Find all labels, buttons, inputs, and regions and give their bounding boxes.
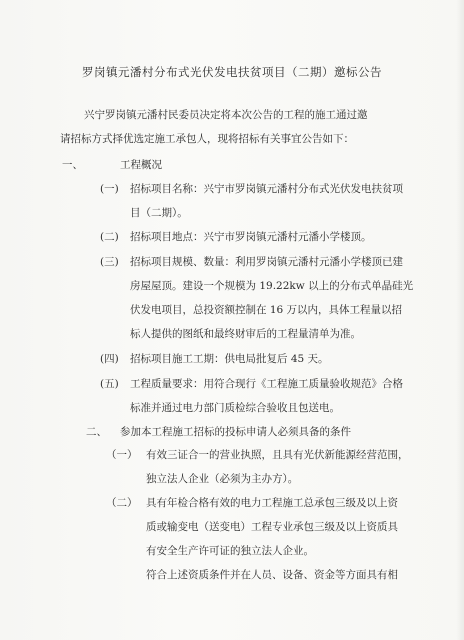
item-text-line: 招标项目名称：兴宁市罗岗镇元潘村分布式光伏发电扶贫项 (130, 183, 403, 195)
item-text-line: 目（二期）。 (130, 207, 188, 219)
closing-line: 符合上述资质条件并在人员、设备、资金等方面具有相 (146, 569, 398, 581)
document-title: 罗岗镇元潘村分布式光伏发电扶贫项目（二期）邀标公告 (82, 65, 382, 79)
item-text-line: 伏发电项目，总投资额控制在 16 万以内，具体工程量以招 (130, 304, 403, 316)
item-text-line: 有效三证合一的营业执照，且具有光伏新能源经营范围， (146, 449, 409, 461)
item-text-line: 工程质量要求：用符合现行《工程施工质量验收规范》合格 (130, 378, 403, 390)
item-text-line: 招标项目地点：兴宁市罗岗镇元潘村元潘小学楼顶。 (130, 231, 372, 243)
item-number: (三) (100, 256, 119, 268)
item-text-line: 具有年检合格有效的电力工程施工总承包三级及以上资 (146, 497, 398, 509)
item-text-line: 招标项目施工工期：供电局批复后 45 天。 (130, 353, 329, 365)
section-heading: 工程概况 (120, 159, 162, 171)
item-number: (二) (100, 231, 119, 243)
intro-line: 请招标方式择优选定施工承包人，现将招标有关事宜公告如下： (60, 133, 354, 145)
section-heading: 参加本工程施工招标的投标申请人必须具备的条件 (120, 426, 351, 438)
item-text-line: 房屋屋顶。建设一个规模为 19.22kw 以上的分布式单晶硅光 (130, 280, 414, 292)
item-text-line: 独立法人企业（必须为主办方）。 (146, 473, 299, 485)
item-number: （一） (106, 449, 138, 461)
section-number: 一、 (62, 159, 83, 171)
item-text-line: 有安全生产许可证的独立法人企业。 (146, 545, 314, 557)
item-text-line: 标人提供的图纸和最终财审后的工程量清单为准。 (130, 328, 361, 340)
intro-line: 兴宁罗岗镇元潘村民委员决定将本次公告的工程的施工通过邀 (84, 109, 368, 121)
item-text-line: 标准并通过电力部门质检综合验收且包送电。 (130, 402, 340, 414)
item-number: （二） (106, 497, 138, 509)
item-number: (五) (100, 378, 119, 390)
item-text-line: 质或输变电（送变电）工程专业承包三级及以上资质具 (146, 521, 398, 533)
page-edge-shadow (456, 0, 464, 640)
item-text-line: 招标项目规模、数量：利用罗岗镇元潘村元潘小学楼顶已建 (130, 256, 403, 268)
item-number: (四) (100, 353, 119, 365)
section-number: 二、 (86, 426, 107, 438)
item-number: (一) (100, 183, 119, 195)
